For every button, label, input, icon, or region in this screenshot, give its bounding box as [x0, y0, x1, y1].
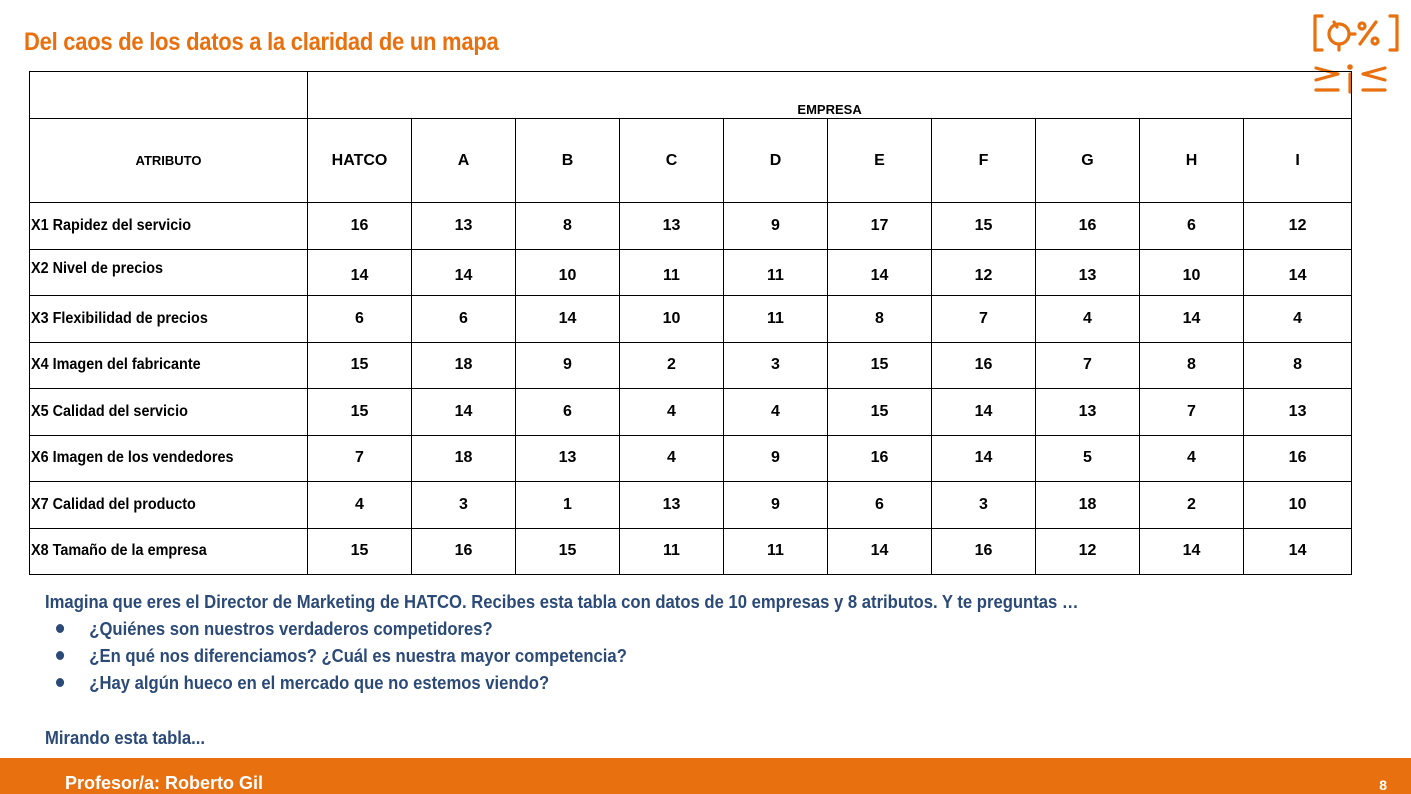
attribute-label-text: X2 Nivel de precios — [31, 259, 164, 277]
table-cell: 9 — [516, 342, 620, 389]
empresa-header: EMPRESA — [308, 72, 1352, 119]
table-cell: 11 — [620, 528, 724, 574]
table-cell: 15 — [828, 389, 932, 436]
table-cell: 14 — [412, 389, 516, 436]
slide-title: Del caos de los datos a la claridad de un mapa — [24, 28, 499, 56]
table-cell: 10 — [1244, 482, 1352, 529]
table-cell: 15 — [308, 528, 412, 574]
attribute-label-text: X6 Imagen de los vendedores — [31, 449, 234, 467]
table-cell: 7 — [1140, 389, 1244, 436]
list-item — [56, 619, 627, 646]
table-row — [30, 296, 1352, 343]
table-cell: 9 — [724, 435, 828, 482]
table-row — [30, 342, 1352, 389]
bullet-dot-icon — [56, 624, 64, 633]
table-cell: 18 — [1036, 482, 1140, 529]
column-header: E — [828, 119, 932, 203]
table-cell: 8 — [516, 203, 620, 250]
table-cell: 14 — [1140, 528, 1244, 574]
table-cell: 13 — [620, 482, 724, 529]
table-cell: 13 — [516, 435, 620, 482]
table-cell: 16 — [1244, 435, 1352, 482]
attribute-label — [30, 296, 308, 343]
table-cell: 10 — [516, 249, 620, 296]
table-cell: 13 — [412, 203, 516, 250]
atributo-header: ATRIBUTO — [30, 119, 308, 203]
table-group-header-row — [30, 72, 1352, 119]
closing-text: Mirando esta tabla... — [45, 727, 206, 748]
table-cell: 11 — [724, 249, 828, 296]
table-cell: 4 — [308, 482, 412, 529]
attribute-label — [30, 342, 308, 389]
list-item — [56, 673, 627, 700]
table-row — [30, 389, 1352, 436]
table-cell: 4 — [1140, 435, 1244, 482]
table-cell: 14 — [1244, 528, 1352, 574]
attribute-label-text: X3 Flexibilidad de precios — [31, 309, 208, 327]
question-text: ¿Hay algún hueco en el mercado que no estemos viendo? — [89, 672, 550, 693]
table-cell: 15 — [516, 528, 620, 574]
attribute-label-text: X8 Tamaño de la empresa — [31, 542, 207, 559]
attribute-label — [30, 249, 308, 296]
table-cell: 16 — [828, 435, 932, 482]
table-cell: 17 — [828, 203, 932, 250]
page-number: 8 — [1379, 777, 1387, 793]
attribute-label — [30, 528, 308, 574]
attribute-label — [30, 389, 308, 436]
attribute-label-text: X4 Imagen del fabricante — [31, 356, 201, 374]
table-cell: 12 — [1036, 528, 1140, 574]
table-row — [30, 249, 1352, 296]
table-cell: 4 — [724, 389, 828, 436]
table-cell: 14 — [516, 296, 620, 343]
professor-name: Profesor/a: Roberto Gil — [65, 773, 264, 793]
table-cell: 10 — [620, 296, 724, 343]
table-row — [30, 528, 1352, 574]
competitor-data-table — [29, 71, 1352, 575]
table-cell: 14 — [308, 249, 412, 296]
footer-bar — [0, 758, 1411, 794]
table-cell: 7 — [932, 296, 1036, 343]
table-cell: 11 — [620, 249, 724, 296]
table-cell: 15 — [828, 342, 932, 389]
question-list — [56, 619, 690, 700]
table-row — [30, 203, 1352, 250]
table-cell: 16 — [932, 528, 1036, 574]
table-cell: 14 — [1244, 249, 1352, 296]
table-cell: 18 — [412, 342, 516, 389]
table-cell: 5 — [1036, 435, 1140, 482]
attribute-label — [30, 203, 308, 250]
table-cell: 8 — [1140, 342, 1244, 389]
table-cell: 2 — [1140, 482, 1244, 529]
table-cell: 3 — [412, 482, 516, 529]
table-cell: 13 — [1036, 389, 1140, 436]
table-cell: 13 — [1036, 249, 1140, 296]
question-text: ¿Quiénes son nuestros verdaderos competidores? — [89, 618, 493, 639]
table-cell: 4 — [620, 435, 724, 482]
table-cell: 4 — [1244, 296, 1352, 343]
table-cell: 8 — [828, 296, 932, 343]
column-header: G — [1036, 119, 1140, 203]
table-cell: 4 — [620, 389, 724, 436]
bullet-dot-icon — [56, 651, 64, 660]
table-cell: 6 — [308, 296, 412, 343]
table-corner-cell — [30, 72, 308, 119]
table-cell: 10 — [1140, 249, 1244, 296]
table-cell: 11 — [724, 296, 828, 343]
column-header: H — [1140, 119, 1244, 203]
table-cell: 6 — [828, 482, 932, 529]
table-cell: 6 — [412, 296, 516, 343]
attribute-label — [30, 482, 308, 529]
table-column-header-row — [30, 119, 1352, 203]
table-cell: 7 — [308, 435, 412, 482]
table-cell: 18 — [412, 435, 516, 482]
table-cell: 14 — [932, 435, 1036, 482]
table-cell: 16 — [1036, 203, 1140, 250]
table-cell: 14 — [932, 389, 1036, 436]
table-body — [30, 203, 1352, 575]
table-cell: 3 — [724, 342, 828, 389]
table-cell: 8 — [1244, 342, 1352, 389]
column-header: HATCO — [308, 119, 412, 203]
attribute-label — [30, 435, 308, 482]
column-header: C — [620, 119, 724, 203]
column-header: A — [412, 119, 516, 203]
table-cell: 13 — [620, 203, 724, 250]
table-row — [30, 482, 1352, 529]
column-header: D — [724, 119, 828, 203]
table-cell: 9 — [724, 482, 828, 529]
table-cell: 14 — [412, 249, 516, 296]
table-cell: 4 — [1036, 296, 1140, 343]
table-cell: 16 — [308, 203, 412, 250]
table-cell: 12 — [932, 249, 1036, 296]
table-cell: 14 — [1140, 296, 1244, 343]
table-cell: 6 — [1140, 203, 1244, 250]
table-cell: 2 — [620, 342, 724, 389]
table-cell: 16 — [932, 342, 1036, 389]
table-cell: 15 — [932, 203, 1036, 250]
table-cell: 6 — [516, 389, 620, 436]
table-cell: 12 — [1244, 203, 1352, 250]
table-cell: 11 — [724, 528, 828, 574]
question-text: ¿En qué nos diferenciamos? ¿Cuál es nuestra mayor competencia? — [89, 645, 627, 666]
table-cell: 14 — [828, 249, 932, 296]
column-header: B — [516, 119, 620, 203]
column-header: I — [1244, 119, 1352, 203]
column-header: F — [932, 119, 1036, 203]
attribute-label-text: X1 Rapidez del servicio — [31, 216, 192, 234]
table-cell: 14 — [828, 528, 932, 574]
table-cell: 7 — [1036, 342, 1140, 389]
table-cell: 15 — [308, 389, 412, 436]
table-cell: 9 — [724, 203, 828, 250]
table-cell: 3 — [932, 482, 1036, 529]
bullet-dot-icon — [56, 678, 64, 687]
table-cell: 16 — [412, 528, 516, 574]
attribute-label-text: X5 Calidad del servicio — [31, 402, 188, 420]
list-item — [56, 646, 627, 673]
intro-text: Imagina que eres el Director de Marketing de HATCO. Recibes esta tabla con datos de 10 empresas y 8 atributos. Y te preguntas … — [45, 591, 1079, 612]
table-cell: 13 — [1244, 389, 1352, 436]
table-row — [30, 435, 1352, 482]
attribute-label-text: X7 Calidad del producto — [31, 495, 196, 513]
table-cell: 1 — [516, 482, 620, 529]
table-cell: 15 — [308, 342, 412, 389]
